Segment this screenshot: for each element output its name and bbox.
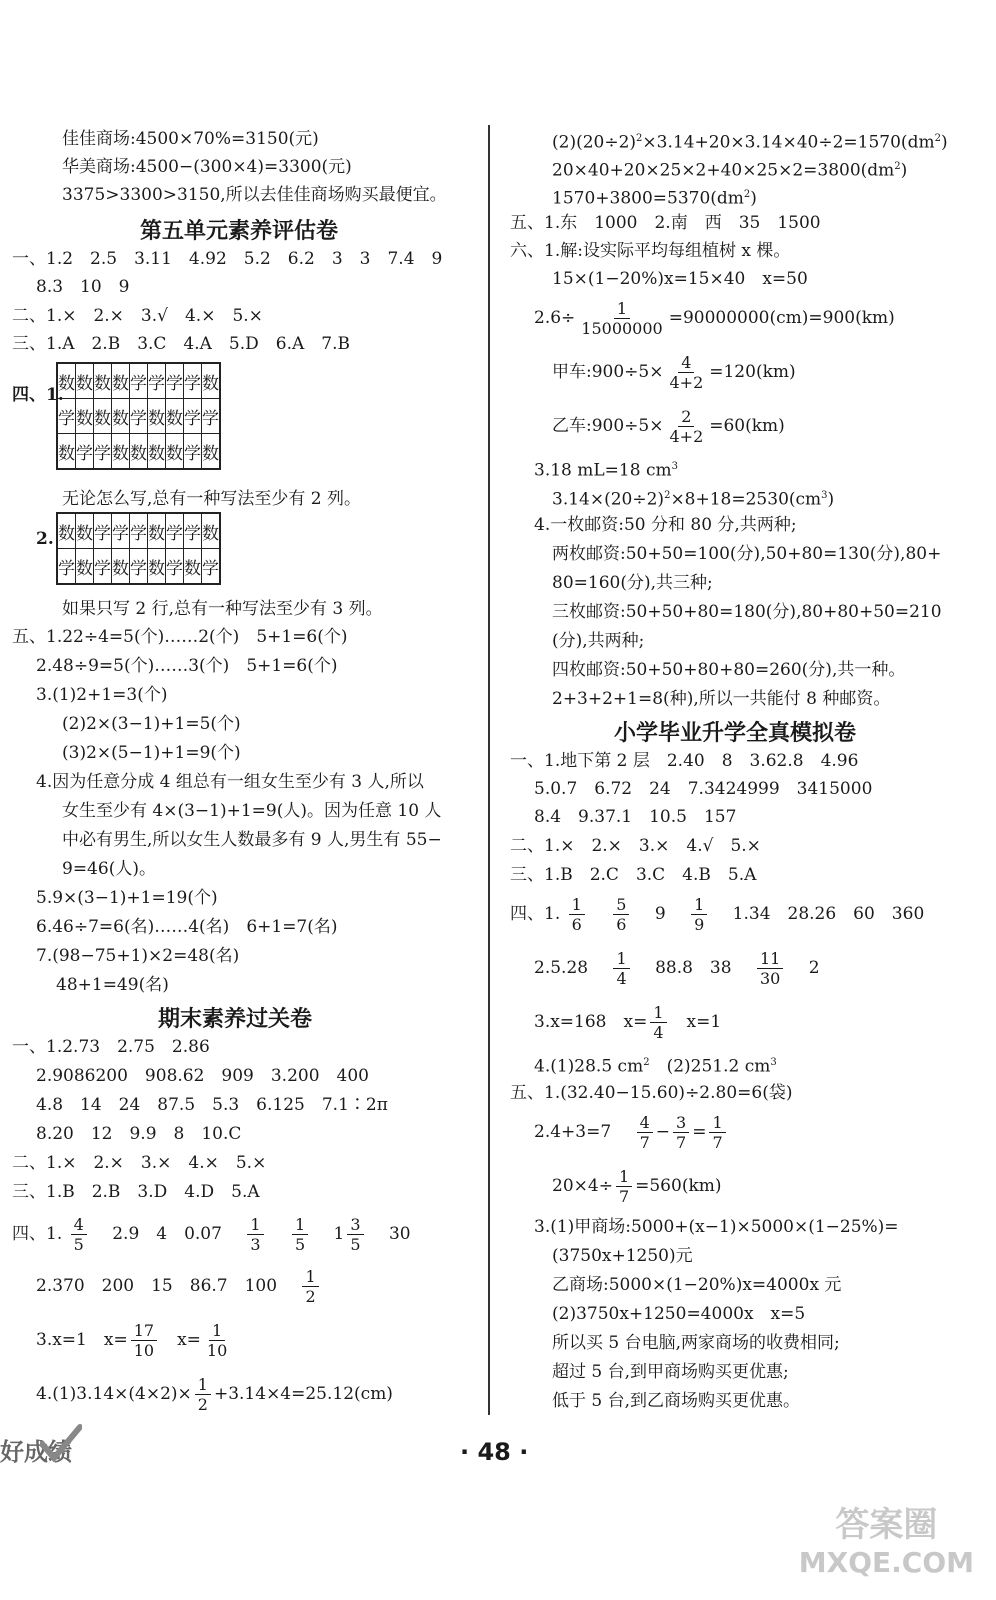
text-line: 4.一枚邮资:50 分和 80 分,共两种;	[534, 515, 797, 535]
fraction: $\frac{1}{7}$	[616, 1167, 632, 1206]
grid-cell: 数	[202, 434, 221, 470]
section-title: 小学毕业升学全真模拟卷	[614, 721, 857, 746]
text-line: 乙商场:5000×(1−20%)x=4000x 元	[552, 1275, 842, 1295]
text-line: 4.(1)28.5 $cm^2$ (2)251.2 $cm^3$	[534, 1056, 777, 1077]
fraction: $\frac{1}{6}$	[569, 895, 585, 934]
grid-row	[57, 399, 220, 434]
grid-cell: 学	[202, 399, 221, 434]
fraction: $\frac{1}{9}$	[691, 895, 707, 934]
grid-cell: 学	[130, 549, 148, 585]
text-line: 4.因为任意分成 4 组总有一组女生至少有 3 人,所以	[36, 772, 424, 792]
grid-cell: 数	[76, 549, 94, 585]
grid-cell: 学	[57, 399, 76, 434]
grid-row	[57, 549, 220, 585]
text-line: 两枚邮资:50+50=100(分),50+80=130(分),80+	[552, 544, 942, 564]
fraction-line: 2.6÷ $\frac{1}{15000000}$ =90000000(cm)=900(km)	[534, 299, 895, 338]
fraction-line: 2.5.28 $\frac{1}{4}$ 88.8 38 $\frac{11}{30}$ 2	[534, 949, 820, 988]
text-line: 如果只写 2 行,总有一种写法至少有 3 列。	[62, 599, 383, 619]
question-label: 四、1.	[12, 1224, 63, 1244]
text-line: 48+1=49(名)	[56, 975, 169, 995]
text-line: (3750x+1250)元	[552, 1246, 693, 1266]
grid-cell: 数	[57, 434, 76, 470]
grid-cell: 学	[166, 549, 184, 585]
text-line: (2)3750x+1250=4000x x=5	[552, 1304, 806, 1324]
text-line: 4.8 14 24 87.5 5.3 6.125 7.1∶2π	[36, 1095, 388, 1115]
fraction: $\frac{4}{7}$	[637, 1113, 653, 1152]
text-line: 一、1.地下第 2 层 2.40 8 3.62.8 4.96	[510, 751, 859, 771]
grid-row	[57, 513, 220, 549]
grid-cell: 学	[130, 513, 148, 549]
grid-cell: 数	[112, 434, 130, 470]
fraction-line: 20×4÷ $\frac{1}{7}$ =560(km)	[552, 1167, 722, 1206]
grid-cell: 学	[94, 513, 112, 549]
text-line: $(2)(20\div 2)^2\times 3.14+20\times 3.14\times 40\div 2=1570(dm^2)$	[552, 132, 948, 153]
text-line: 8.20 12 9.9 8 10.C	[36, 1124, 242, 1144]
fraction: $\frac{4}{5}$	[71, 1215, 87, 1254]
text-line: 三枚邮资:50+50+80=180(分),80+80+50=210	[552, 602, 942, 622]
fraction: $\frac{1}{4}$	[650, 1003, 666, 1042]
fraction-line: 4.(1)3.14×(4×2)× $\frac{1}{2}$ +3.14×4=25.12(cm)	[36, 1375, 393, 1414]
text-line: 华美商场:4500−(300×4)=3300(元)	[62, 157, 352, 177]
grid-cell: 数	[112, 399, 130, 434]
fraction: $\frac{3}{5}$	[347, 1215, 363, 1254]
text-line: 15×(1−20%)x=15×40 x=50	[552, 269, 808, 289]
text-line: $20\times 40+20\times 25\times 2+40\times 25\times 2=3800(dm^2)$	[552, 160, 908, 181]
page-number: · 48 ·	[460, 1438, 529, 1466]
fraction-line: 2.4+3=7 $\frac{4}{7}$ − $\frac{3}{7}$ = $\frac{1}{7}$	[534, 1112, 729, 1152]
text-line: 一、1.2 2.5 3.11 4.92 5.2 6.2 3 3 7.4 9	[12, 249, 443, 269]
grid-cell: 数	[148, 399, 166, 434]
text-line: 5.0.7 6.72 24 7.3424999 3415000	[534, 779, 873, 799]
text-line: 所以买 5 台电脑,两家商场的收费相同;	[552, 1333, 840, 1353]
fraction-line: 3.x=168 x= $\frac{1}{4}$ x=1	[534, 1003, 722, 1042]
fraction: $\frac{2}{4+2}$	[669, 407, 704, 446]
text-line: 3.(1)2+1=3(个)	[36, 685, 168, 705]
question-label: 2.	[36, 529, 54, 549]
text-line: 3375>3300>3150,所以去佳佳商场购买最便宜。	[62, 185, 447, 205]
grid-row	[57, 363, 220, 399]
text-line: (3)2×(5−1)+1=9(个)	[62, 743, 241, 763]
fraction-line: 乙车:900÷5× $\frac{2}{4+2}$ =60(km)	[552, 407, 785, 446]
text-line: 五、1.22÷4=5(个)……2(个) 5+1=6(个)	[12, 627, 348, 647]
text-line: 五、1.(32.40−15.60)÷2.80=6(袋)	[510, 1083, 793, 1103]
text-line: (分),共两种;	[552, 631, 645, 651]
text-line: 六、1.解:设实际平均每组植树 x 棵。	[510, 241, 791, 261]
grid-row	[57, 434, 220, 470]
text-line: 超过 5 台,到甲商场购买更优惠;	[552, 1362, 789, 1382]
fraction-line: 3.x=1 x= $\frac{17}{10}$ x= $\frac{1}{10}$	[36, 1320, 233, 1360]
grid-cell: 学	[184, 363, 202, 399]
fraction: $\frac{1}{15000000}$	[581, 299, 663, 338]
grid-cell: 数	[76, 399, 94, 434]
fraction: $\frac{1}{3}$	[247, 1215, 263, 1254]
fraction: $\frac{1}{7}$	[709, 1113, 725, 1152]
text-line: 中必有男生,所以女生人数最多有 9 人,男生有 55−	[62, 830, 442, 850]
grid-cell: 数	[94, 399, 112, 434]
text-line: 80=160(分),共三种;	[552, 573, 713, 593]
text-line: 二、1.× 2.× 3.√ 4.× 5.×	[12, 306, 263, 326]
section-title: 期末素养过关卷	[158, 1007, 313, 1032]
grid-cell: 数	[57, 363, 76, 399]
watermark	[799, 1506, 974, 1582]
grid-cell: 数	[202, 363, 221, 399]
fraction: $\frac{5}{6}$	[613, 895, 629, 934]
text-line: 低于 5 台,到乙商场购买更优惠。	[552, 1391, 801, 1411]
grid-cell: 学	[184, 434, 202, 470]
checkmark-icon	[40, 1424, 82, 1464]
text-line: 2.9086200 908.62 909 3.200 400	[36, 1066, 369, 1086]
grid-cell: 学	[166, 513, 184, 549]
grid-cell: 数	[112, 363, 130, 399]
grid-cell: 数	[184, 549, 202, 585]
grid-cell: 数	[166, 399, 184, 434]
text-line: 8.4 9.37.1 10.5 157	[534, 807, 737, 827]
grid-cell: 学	[76, 434, 94, 470]
grid-cell: 数	[148, 434, 166, 470]
grid-cell: 数	[148, 513, 166, 549]
text-line: $1570+3800=5370(dm^2)$	[552, 188, 757, 209]
text-line: $3.14\times(20\div 2)^2\times 8+18=2530(cm^3)$	[552, 489, 835, 510]
fraction-line: 2.370 200 15 86.7 100 $\frac{1}{2}$	[36, 1266, 322, 1306]
text-line: 女生至少有 4×(3−1)+1=9(人)。因为任意 10 人	[62, 801, 442, 821]
column-divider	[488, 125, 490, 1415]
fraction: $\frac{1}{10}$	[206, 1321, 228, 1360]
grid-cell: 学	[166, 363, 184, 399]
section-title: 第五单元素养评估卷	[140, 219, 339, 244]
grid-cell: 数	[202, 513, 221, 549]
text-line: 2+3+2+1=8(种),所以一共能付 8 种邮资。	[552, 689, 891, 709]
text-line: 无论怎么写,总有一种写法至少有 2 列。	[62, 489, 362, 509]
grid-cell: 学	[202, 549, 221, 585]
text-line: 9=46(人)。	[62, 859, 156, 879]
text-line: (2)2×(3−1)+1=5(个)	[62, 714, 241, 734]
text-line: 3.(1)甲商场:5000+(x−1)×5000×(1−25%)=	[534, 1217, 899, 1237]
text-line: 三、1.A 2.B 3.C 4.A 5.D 6.A 7.B	[12, 334, 350, 354]
text-line: 二、1.× 2.× 3.× 4.√ 5.×	[510, 836, 761, 856]
fraction-line: 甲车:900÷5× $\frac{4}{4+2}$ =120(km)	[552, 353, 796, 392]
grid-cell: 学	[94, 434, 112, 470]
text-line: 二、1.× 2.× 3.× 4.× 5.×	[12, 1153, 267, 1173]
text-line: 6.46÷7=6(名)……4(名) 6+1=7(名)	[36, 917, 338, 937]
fraction-line: 四、1. $\frac{4}{5}$ 2.9 4 0.07 $\frac{1}{3}$ $\frac{1}{5}$ 1 $\frac{3}{5}$ 30	[12, 1215, 411, 1254]
fraction-line: 四、1. $\frac{1}{6}$ $\frac{5}{6}$ 9 $\frac{1}{9}$ 1.34 28.26 60 360	[510, 895, 925, 934]
grid-cell: 学	[130, 399, 148, 434]
grid-cell: 学	[112, 513, 130, 549]
fraction: $\frac{17}{10}$	[131, 1321, 157, 1360]
grid-cell: 学	[130, 363, 148, 399]
fraction: $\frac{11}{30}$	[757, 949, 783, 988]
fraction: $\frac{1}{2}$	[195, 1375, 211, 1414]
grid-cell: 数	[112, 549, 130, 585]
text-line: 五、1.东 1000 2.南 西 35 1500	[510, 213, 821, 233]
grid-cell: 学	[184, 399, 202, 434]
watermark-url: MXQE.COM	[798, 1546, 974, 1579]
grid-cell: 数	[166, 434, 184, 470]
question-label: 四、1.	[12, 385, 64, 405]
fraction: $\frac{1}{2}$	[302, 1267, 318, 1306]
grid-cell: 数	[94, 363, 112, 399]
text-line: 7.(98−75+1)×2=48(名)	[36, 946, 240, 966]
grid-cell: 数	[57, 513, 76, 549]
text-line: 3.18 mL=18 $cm^3$	[534, 460, 678, 481]
text-line: 三、1.B 2.B 3.D 4.D 5.A	[12, 1182, 260, 1202]
text-line: 2.48÷9=5(个)……3(个) 5+1=6(个)	[36, 656, 338, 676]
brand-logo: 好成绩	[0, 1438, 72, 1466]
grid-cell: 学	[57, 549, 76, 585]
grid-cell: 学	[94, 549, 112, 585]
fraction: $\frac{4}{4+2}$	[669, 353, 704, 392]
grid-cell: 数	[130, 434, 148, 470]
text-line: 一、1.2.73 2.75 2.86	[12, 1037, 210, 1057]
text-line: 8.3 10 9	[36, 277, 130, 297]
grid-cell: 学	[148, 363, 166, 399]
text-line: 三、1.B 2.C 3.C 4.B 5.A	[510, 865, 757, 885]
fraction: $\frac{3}{7}$	[673, 1113, 689, 1152]
text-line: 佳佳商场:4500×70%=3150(元)	[62, 129, 319, 149]
grid-cell: 数	[76, 363, 94, 399]
text-line: 5.9×(3−1)+1=19(个)	[36, 888, 218, 908]
fraction: $\frac{1}{4}$	[613, 949, 629, 988]
grid-cell: 数	[76, 513, 94, 549]
grid-cell: 学	[184, 513, 202, 549]
text-line: 四枚邮资:50+50+80+80=260(分),共一种。	[552, 660, 906, 680]
grid-table-1	[56, 362, 221, 470]
grid-cell: 数	[148, 549, 166, 585]
fraction: $\frac{1}{5}$	[292, 1215, 308, 1254]
grid-table-2	[56, 512, 221, 585]
watermark-text: 答案圈	[835, 1505, 938, 1545]
